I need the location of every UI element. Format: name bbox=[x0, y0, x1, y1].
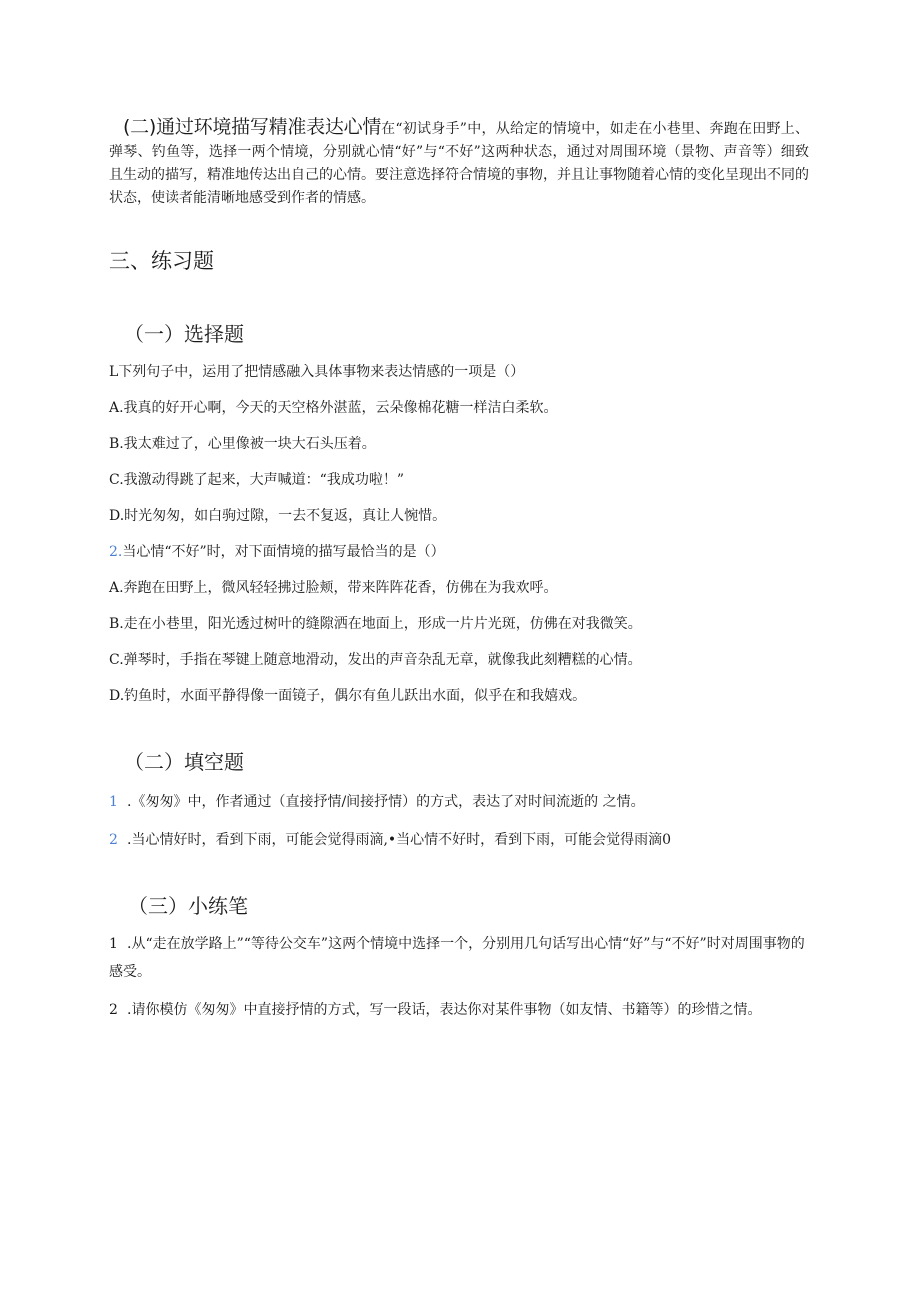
writing-q2-number: 2 bbox=[109, 1002, 118, 1018]
q2-option-c: C.弹琴时，手指在琴键上随意地滑动，发出的声音杂乱无章，就像我此刻糟糕的心情。 bbox=[109, 652, 642, 668]
writing-title: （三）小练笔 bbox=[128, 894, 248, 918]
writing-q1-number: 1 bbox=[109, 936, 118, 952]
fill-q2-text: .当心情好时，看到下雨，可能会觉得雨滴,•当心情不好时，看到下雨，可能会觉得雨滴0 bbox=[127, 832, 672, 848]
q1-option-d: D.时光匆匆，如白驹过隙，一去不复返，真让人惋惜。 bbox=[109, 508, 447, 524]
q1-option-c: C.我激动得跳了起来，大声喊道：“我成功啦！” bbox=[109, 472, 404, 488]
writing-q1-text: .从“走在放学路上”“等待公交车”这两个情境中选择一个，分别用几句话写出心情“好”与“不好”时对周围事物的感受。 bbox=[109, 936, 805, 980]
fill-q2-number: 2 bbox=[109, 832, 118, 848]
q2-stem: 当心情“不好”时，对下面情境的描写最恰当的是（） bbox=[122, 544, 445, 560]
intro-text: 在“初试身手”中，从给定的情境中，如走在小巷里、奔跑在田野上、弹琴、钓鱼等，选择一两个情境，分别就心情“好”与“不好”这两种状态，通过对周围环境（景物、声音等）细致且生动的描写，精准地传达出自己的心情。要注意选择符合情境的事物，并且让事物随着心情的变化呈现出不同的状态，使读者能清晰地感受到作者的情感。 bbox=[109, 121, 809, 206]
fill-q1-text: .《匆匆》中，作者通过（直接抒情/间接抒情）的方式，表达了对时间流逝的 之情。 bbox=[127, 794, 645, 810]
fill-q1 bbox=[109, 792, 645, 812]
q1-option-b: B.我太难过了，心里像被一块大石头压着。 bbox=[109, 436, 376, 452]
fill-title: （二）填空题 bbox=[124, 750, 244, 774]
q1-stem: L下列句子中，运用了把情感融入具体事物来表达情感的一项是（） bbox=[109, 364, 525, 380]
q2-option-a: A.奔跑在田野上，微风轻轻拂过脸颊，带来阵阵花香，仿佛在为我欢呼。 bbox=[109, 580, 558, 596]
section-title: 三、练习题 bbox=[109, 249, 214, 273]
intro-paragraph bbox=[109, 116, 809, 210]
writing-q2-text: .请你模仿《匆匆》中直接抒情的方式，写一段话，表达你对某件事物（如友情、书籍等）的珍惜之情。 bbox=[127, 1002, 762, 1018]
writing-q1 bbox=[109, 930, 809, 986]
intro-heading: (二)通过环境描写精准表达心情 bbox=[123, 116, 382, 138]
fill-q1-number: 1 bbox=[109, 794, 118, 810]
writing-q2 bbox=[109, 996, 809, 1024]
q1-option-a: A.我真的好开心啊，今天的天空格外湛蓝，云朵像棉花糖一样洁白柔软。 bbox=[109, 400, 558, 416]
q2-option-b: B.走在小巷里，阳光透过树叶的缝隙洒在地面上，形成一片片光斑，仿佛在对我微笑。 bbox=[109, 616, 642, 632]
q2-option-d: D.钓鱼时，水面平静得像一面镜子，偶尔有鱼儿跃出水面，似乎在和我嬉戏。 bbox=[109, 688, 587, 704]
choice-title: （一）选择题 bbox=[124, 322, 244, 346]
fill-q2 bbox=[109, 830, 671, 850]
q2-number: 2. bbox=[109, 544, 123, 560]
q2-stem-line bbox=[109, 542, 445, 562]
